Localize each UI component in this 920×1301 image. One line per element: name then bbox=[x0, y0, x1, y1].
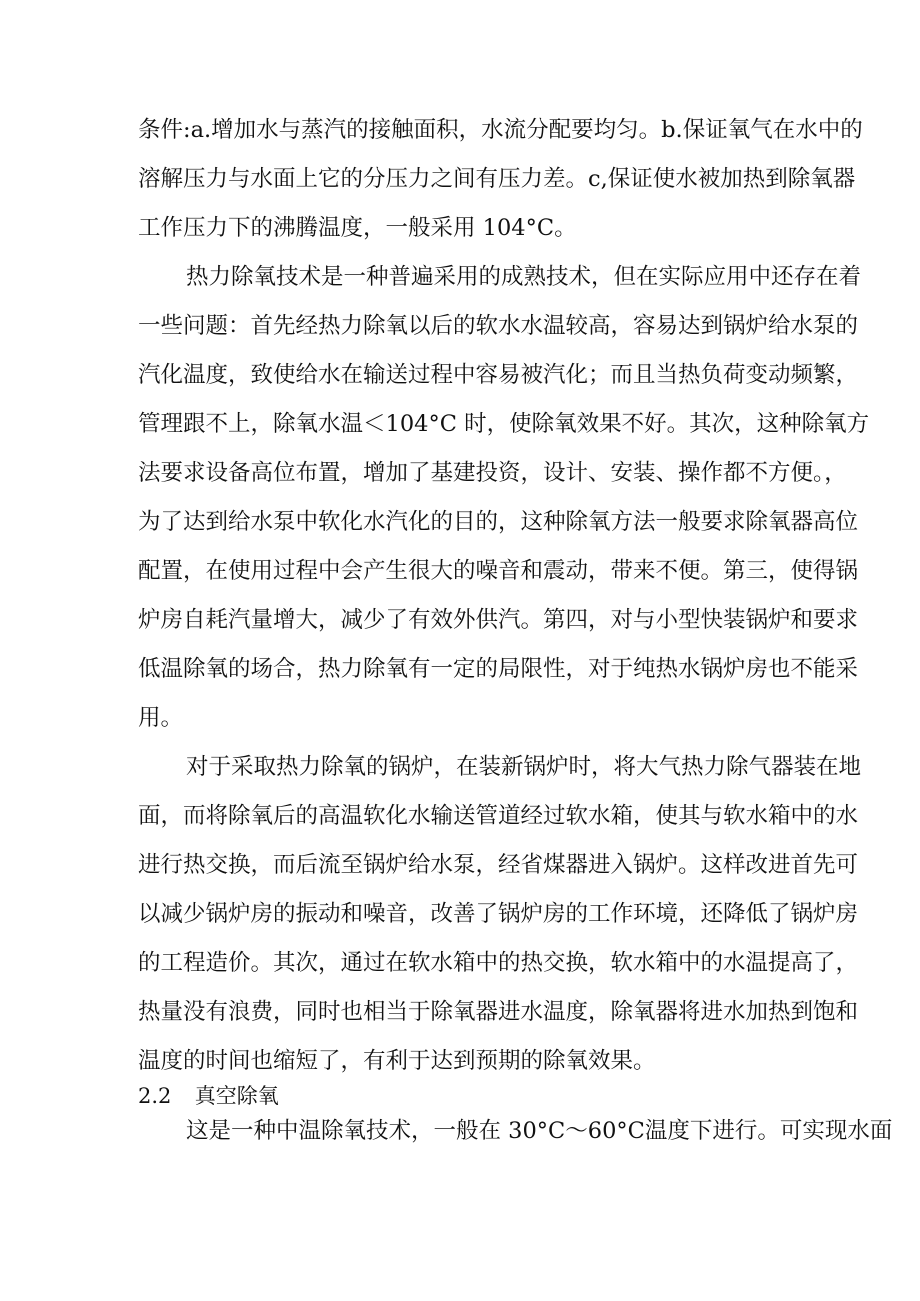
paragraph-3-line-5: 的工程造价。其次，通过在软水箱中的热交换，软水箱中的水温提高了， bbox=[138, 950, 859, 976]
paragraph-2-line-2: 一些问题：首先经热力除氧以后的软水水温较高，容易达到锅炉给水泵的 bbox=[138, 313, 859, 339]
paragraph-3-line-2: 面，而将除氧后的高温软化水输送管道经过软水箱，使其与软水箱中的水 bbox=[138, 803, 859, 829]
section-paragraph-line-1: 这是一种中温除氧技术，一般在 30°C～60°C温度下进行。可实现水面 bbox=[186, 1118, 893, 1144]
paragraph-3-line-1: 对于采取热力除氧的锅炉，在装新锅炉时，将大气热力除气器装在地 bbox=[186, 754, 862, 780]
paragraph-3-line-7: 温度的时间也缩短了，有利于达到预期的除氧效果。 bbox=[138, 1048, 656, 1074]
paragraph-3-line-4: 以减少锅炉房的振动和噪音，改善了锅炉房的工作环境，还降低了锅炉房 bbox=[138, 901, 859, 927]
paragraph-2-line-4: 管理跟不上，除氧水温＜104°C 时，使除氧效果不好。其次，这种除氧方 bbox=[138, 411, 870, 437]
paragraph-3-line-3: 进行热交换，而后流至锅炉给水泵，经省煤器进入锅炉。这样改进首先可 bbox=[138, 852, 859, 878]
paragraph-1-line-2: 溶解压力与水面上它的分压力之间有压力差。c,保证使水被加热到除氧器 bbox=[138, 166, 856, 192]
paragraph-2-line-1: 热力除氧技术是一种普遍采用的成熟技术，但在实际应用中还存在着 bbox=[186, 264, 862, 290]
paragraph-3-line-6: 热量没有浪费，同时也相当于除氧器进水温度，除氧器将进水加热到饱和 bbox=[138, 999, 859, 1025]
paragraph-2-line-9: 低温除氧的场合，热力除氧有一定的局限性，对于纯热水锅炉房也不能采 bbox=[138, 656, 859, 682]
paragraph-2-line-10: 用。 bbox=[138, 705, 184, 731]
paragraph-2-line-6: 为了达到给水泵中软化水汽化的目的，这种除氧方法一般要求除氧器高位 bbox=[138, 509, 859, 535]
paragraph-2-line-3: 汽化温度，致使给水在输送过程中容易被汽化；而且当热负荷变动频繁， bbox=[138, 362, 859, 388]
paragraph-2-line-7: 配置，在使用过程中会产生很大的噪音和震动，带来不便。第三，使得锅 bbox=[138, 558, 859, 584]
paragraph-1-line-1: 条件:a.增加水与蒸汽的接触面积，水流分配要均匀。b.保证氧气在水中的 bbox=[138, 117, 863, 143]
section-number: 2.2 bbox=[138, 1084, 172, 1108]
section-title: 真空除氧 bbox=[194, 1084, 279, 1108]
paragraph-1-line-3: 工作压力下的沸腾温度，一般采用 104°C。 bbox=[138, 215, 577, 241]
paragraph-2-line-5: 法要求设备高位布置，增加了基建投资，设计、安装、操作都不方便。， bbox=[138, 460, 847, 486]
paragraph-2-line-8: 炉房自耗汽量增大，减少了有效外供汽。第四，对与小型快装锅炉和要求 bbox=[138, 607, 859, 633]
